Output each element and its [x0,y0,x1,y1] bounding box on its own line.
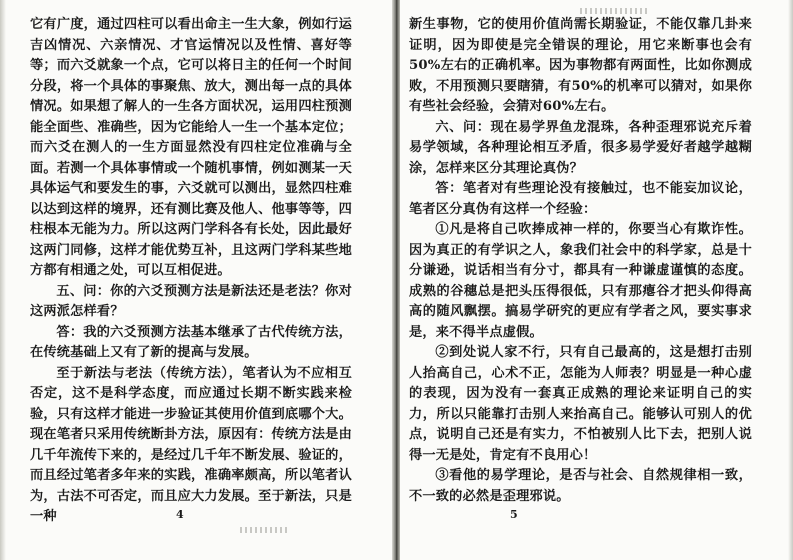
page-edge-shadow [0,0,6,560]
page-number-right: 5 [510,508,518,521]
point-3: ③看他的易学理论，是否与社会、自然规律相一致，不一致的必然是歪理邪说。 [409,468,752,504]
right-page-text [409,15,752,507]
answer-5: 答：我的六爻预测方法基本继承了古代传统方法，在传统基础上又有了新的提高与发展。 [30,324,352,360]
paragraph-continuation: 新生事物，它的使用价值尚需长期验证，不能仅靠几卦来证明，因为即使是完全错误的理论，用它来断事也会有50%左右的正确机率。因为事物都有两面性，比如你测成败，不用预测只要瞎猜，有50%的机率可以猜对，如果你有些社会经验，会猜对60%左右。 [409,17,752,114]
scan-noise [240,527,290,533]
answer-6: 答：笔者对有些理论没有接触过，也不能妄加议论，笔者区分真伪有这样一个经验： [409,181,752,217]
point-1: ①凡是将自己吹捧成神一样的，你要当心有欺诈性。因为真正的有学识之人，象我们社会中的科学家，总是十分谦逊，说话相当有分寸，都具有一种谦虚谨慎的态度。成熟的谷穗总是把头压得很低，只有那瘪谷才把头仰得高高的随风飘摆。搞易学研究的更应有学者之风，要实事求是，来不得半点虚假。 [409,222,752,340]
right-page [400,0,793,560]
question-6: 六、问：现在易学界鱼龙混珠，各种歪理邪说充斥着易学领域，各种理论相互矛盾，很多易学爱好者越学越糊涂，怎样来区分其理论真伪？ [409,119,752,176]
book-gutter [392,0,400,560]
left-page-text [30,15,352,528]
point-2: ②到处说人家不行，只有自己最高的，这是想打击别人抬高自己，心术不正，怎能为人师表？明显是一种心虚的表现，因为没有一套真正成熟的理论来证明自己的实力，所以只能靠打击别人来抬高自己。能够认可别人的优点，说明自己还是有实力，不怕被别人比下去，把别人说得一无是处，肯定有不良用心！ [409,345,752,463]
paragraph-continuation: 它有广度，通过四柱可以看出命主一生大象，例如行运吉凶情况、六亲情况、才官运情况以及性情、喜好等等；而六爻就象一个点，它可以将日主的任何一个时间分段，将一个具体的事聚焦、放大，测出每一点的具体情况。如果想了解人的一生各方面状况，运用四柱预测能全面些、准确些，因为它能给人一生一个基本定位；而六爻在测人的一生方面显然没有四柱定位准确与全面。若测一个具体事情或一个随机事情，例如测某一天具体运气和要发生的事，六爻就可以测出，显然四柱难以达到这样的境界，还有测比赛及他人、他事等等，四柱根本无能为力。所以这两门学科各有长处，因此最好这两门同修，这样才能优势互补，且这两门学科某些地方都有相通之处，可以互相促进。 [30,17,352,278]
scan-noise [580,8,650,14]
left-page [0,0,392,560]
question-5: 五、问：你的六爻预测方法是新法还是老法？你对这两派怎样看？ [30,283,352,319]
paragraph-new-vs-old-method: 至于新法与老法（传统方法），笔者认为不应相互否定，这不是科学态度，而应通过长期不断实践来检验，只有这样才能进一步验证其使用价值到底哪个大。现在笔者只采用传统断卦方法，原因有：传统方法是由几千年流传下来的，是经过几千年不断发展、验证的，而且经过笔者多年来的实践，准确率颇高，所以笔者认为，古法不可否定，而且应大力发展。至于新法，只是一种 [30,365,352,524]
page-edge-shadow [788,0,793,560]
page-number-left: 4 [176,508,184,521]
